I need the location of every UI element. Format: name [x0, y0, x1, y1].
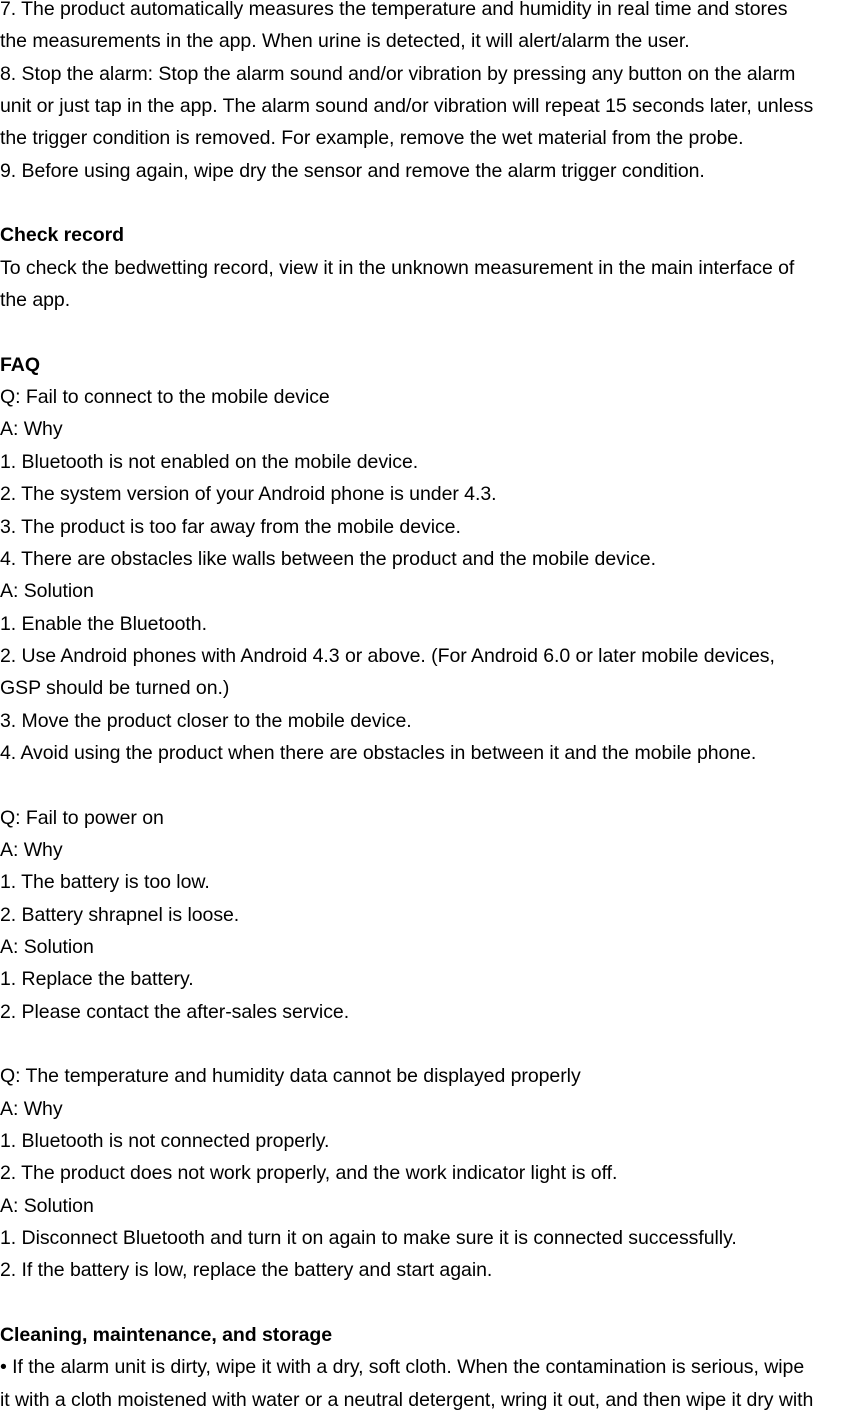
- section-heading: Cleaning, maintenance, and storage: [0, 1324, 333, 1347]
- text-line: A: Solution: [0, 935, 94, 958]
- text-line: 7. The product automatically measures the temperature and humidity in real time and stores: [0, 0, 788, 20]
- text-line: Q: The temperature and humidity data cannot be displayed properly: [0, 1065, 581, 1088]
- text-line: 4. Avoid using the product when there are obstacles in between it and the mobile phone.: [0, 741, 757, 764]
- text-line: 1. Bluetooth is not enabled on the mobile device.: [0, 450, 419, 473]
- paragraph: [0, 0, 863, 187]
- paragraph-spacer: [0, 187, 863, 219]
- text-line: 3. Move the product closer to the mobile device.: [0, 709, 412, 732]
- text-line: Q: Fail to connect to the mobile device: [0, 386, 330, 409]
- paragraph-spacer: [0, 1287, 863, 1319]
- text-line: Q: Fail to power on: [0, 806, 164, 829]
- text-line: 2. The system version of your Android phone is under 4.3.: [0, 483, 497, 506]
- paragraph: [0, 381, 863, 769]
- text-line: the trigger condition is removed. For example, remove the wet material from the probe.: [0, 127, 744, 150]
- text-line: A: Solution: [0, 1194, 94, 1217]
- text-line: 9. Before using again, wipe dry the sensor and remove the alarm trigger condition.: [0, 159, 705, 182]
- text-line: 8. Stop the alarm: Stop the alarm sound and/or vibration by pressing any button on the alarm: [0, 62, 796, 85]
- text-line: 1. Replace the battery.: [0, 968, 194, 991]
- text-line: 3. The product is too far away from the mobile device.: [0, 515, 461, 538]
- text-line: it with a cloth moistened with water or a neutral detergent, wring it out, and then wipe it dry with: [0, 1388, 814, 1411]
- text-line: 2. Use Android phones with Android 4.3 or above. (For Android 6.0 or later mobile devices,: [0, 644, 775, 667]
- paragraph-spacer: [0, 1028, 863, 1060]
- text-line: 1. The battery is too low.: [0, 871, 210, 894]
- text-line: unit or just tap in the app. The alarm sound and/or vibration will repeat 15 seconds later, unless: [0, 95, 814, 118]
- text-line: 1. Disconnect Bluetooth and turn it on again to make sure it is connected successfully.: [0, 1227, 737, 1250]
- text-line: GSP should be turned on.): [0, 677, 230, 700]
- section-heading: Check record: [0, 224, 125, 247]
- text-line: 2. Battery shrapnel is loose.: [0, 903, 240, 926]
- text-line: 2. The product does not work properly, and the work indicator light is off.: [0, 1162, 618, 1185]
- text-line: 1. Bluetooth is not connected properly.: [0, 1130, 330, 1153]
- section-heading: FAQ: [0, 353, 40, 376]
- text-line: 2. Please contact the after-sales service.: [0, 1000, 350, 1023]
- paragraph: [0, 802, 863, 1028]
- text-line: A: Why: [0, 1097, 63, 1120]
- paragraph: [0, 252, 863, 317]
- text-line: A: Solution: [0, 580, 94, 603]
- text-line: the app.: [0, 289, 71, 312]
- paragraph: [0, 1351, 863, 1416]
- text-line: 1. Enable the Bluetooth.: [0, 612, 207, 635]
- paragraph-spacer: [0, 316, 863, 348]
- text-line: 2. If the battery is low, replace the battery and start again.: [0, 1259, 493, 1282]
- text-line: the measurements in the app. When urine is detected, it will alert/alarm the user.: [0, 30, 690, 53]
- paragraph: [0, 1060, 863, 1286]
- text-line: 4. There are obstacles like walls between the product and the mobile device.: [0, 547, 656, 570]
- text-line: • If the alarm unit is dirty, wipe it with a dry, soft cloth. When the contamination is serious, wipe: [0, 1356, 805, 1379]
- paragraph-spacer: [0, 769, 863, 801]
- text-line: A: Why: [0, 838, 63, 861]
- text-line: To check the bedwetting record, view it in the unknown measurement in the main interface of: [0, 256, 795, 279]
- text-line: A: Why: [0, 418, 63, 441]
